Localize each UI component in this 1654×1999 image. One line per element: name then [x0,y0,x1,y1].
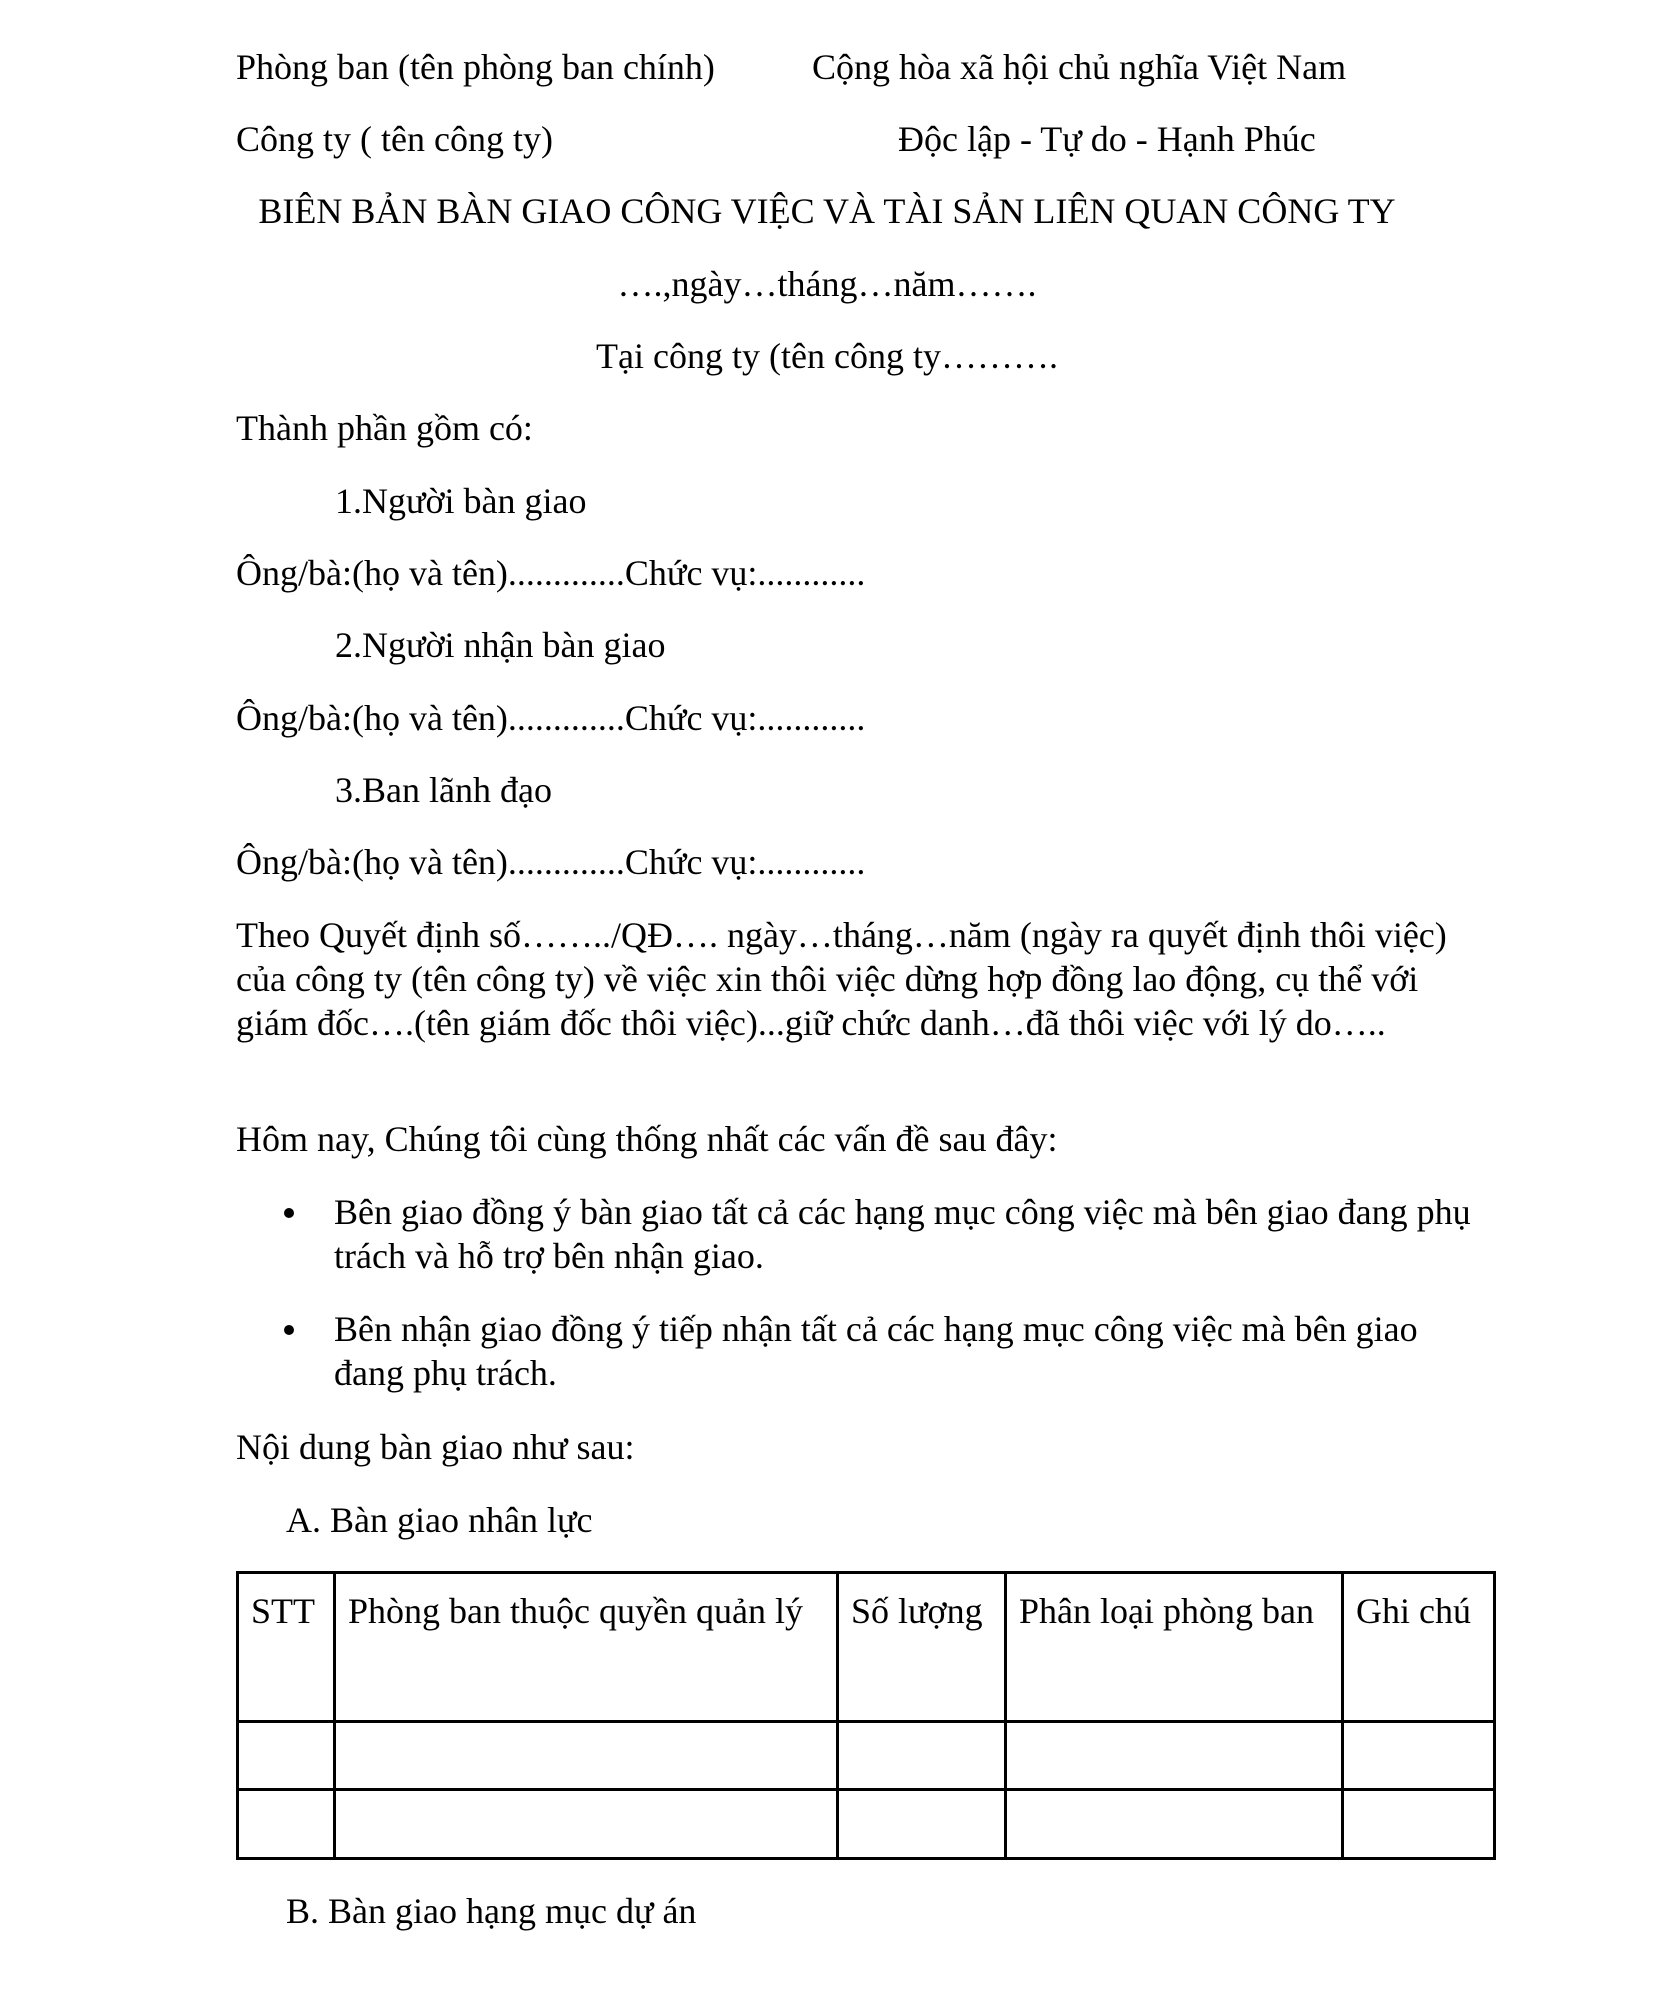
section-a-heading: A. Bàn giao nhân lực [286,1500,593,1540]
company-name: Công ty ( tên công ty) [236,119,553,159]
participant-detail: Ông/bà:(họ và tên).............Chức vụ:............ [236,842,866,882]
participants-heading: Thành phần gồm có: [236,408,533,448]
table-cell [1006,1721,1343,1790]
table-cell [1006,1790,1343,1859]
document-title: BIÊN BẢN BÀN GIAO CÔNG VIỆC VÀ TÀI SẢN LIÊN QUAN CÔNG TY [258,191,1396,231]
table-cell [335,1790,838,1859]
table-cell [1343,1721,1495,1790]
participant-detail: Ông/bà:(họ và tên).............Chức vụ:............ [236,698,866,738]
handover-staff-table [236,1571,1496,1860]
column-header: Phòng ban thuộc quyền quản lý [335,1573,838,1722]
location-line: Tại công ty (tên công ty………. [596,336,1058,376]
participant-label: 1.Người bàn giao [335,481,587,521]
column-header: Số lượng [838,1573,1006,1722]
table-row [238,1790,1495,1859]
department-name: Phòng ban (tên phòng ban chính) [236,47,715,87]
table-cell [838,1721,1006,1790]
column-header: Phân loại phòng ban [1006,1573,1343,1722]
table-cell [238,1790,335,1859]
table-cell [238,1721,335,1790]
bullet-icon [284,1208,294,1218]
list-item-text: Bên nhận giao đồng ý tiếp nhận tất cả các hạng mục công việc mà bên giao đang phụ trách. [334,1309,1418,1393]
bullet-icon [284,1325,294,1335]
table-header-row [238,1573,1495,1722]
national-title: Cộng hòa xã hội chủ nghĩa Việt Nam [812,47,1347,87]
table-cell [1343,1790,1495,1859]
participant-label: 3.Ban lãnh đạo [335,770,552,810]
table-cell [335,1721,838,1790]
national-motto: Độc lập - Tự do - Hạnh Phúc [898,119,1316,159]
content-heading: Nội dung bàn giao như sau: [236,1427,635,1467]
column-header: Ghi chú [1343,1573,1495,1722]
table-cell [838,1790,1006,1859]
column-header: STT [238,1573,335,1722]
agreement-intro: Hôm nay, Chúng tôi cùng thống nhất các vấn đề sau đây: [236,1119,1058,1159]
participant-detail: Ông/bà:(họ và tên).............Chức vụ:............ [236,553,866,593]
table-row [238,1721,1495,1790]
section-b-heading: B. Bàn giao hạng mục dự án [286,1891,697,1931]
decision-paragraph: Theo Quyết định số……../QĐ…. ngày…tháng…năm (ngày ra quyết định thôi việc) của công ty (tên công ty) về việc xin thôi việc dừng hợp đồng lao động, cụ thể với giám đốc….(tên giám đốc thôi việc)...giữ chức danh…đã thôi việc với lý do….. [236,915,1447,1043]
list-item-text: Bên giao đồng ý bàn giao tất cả các hạng mục công việc mà bên giao đang phụ trách và hỗ trợ bên nhận giao. [334,1192,1471,1276]
participant-label: 2.Người nhận bàn giao [335,625,666,665]
date-line: ….,ngày…tháng…năm……. [617,264,1037,304]
